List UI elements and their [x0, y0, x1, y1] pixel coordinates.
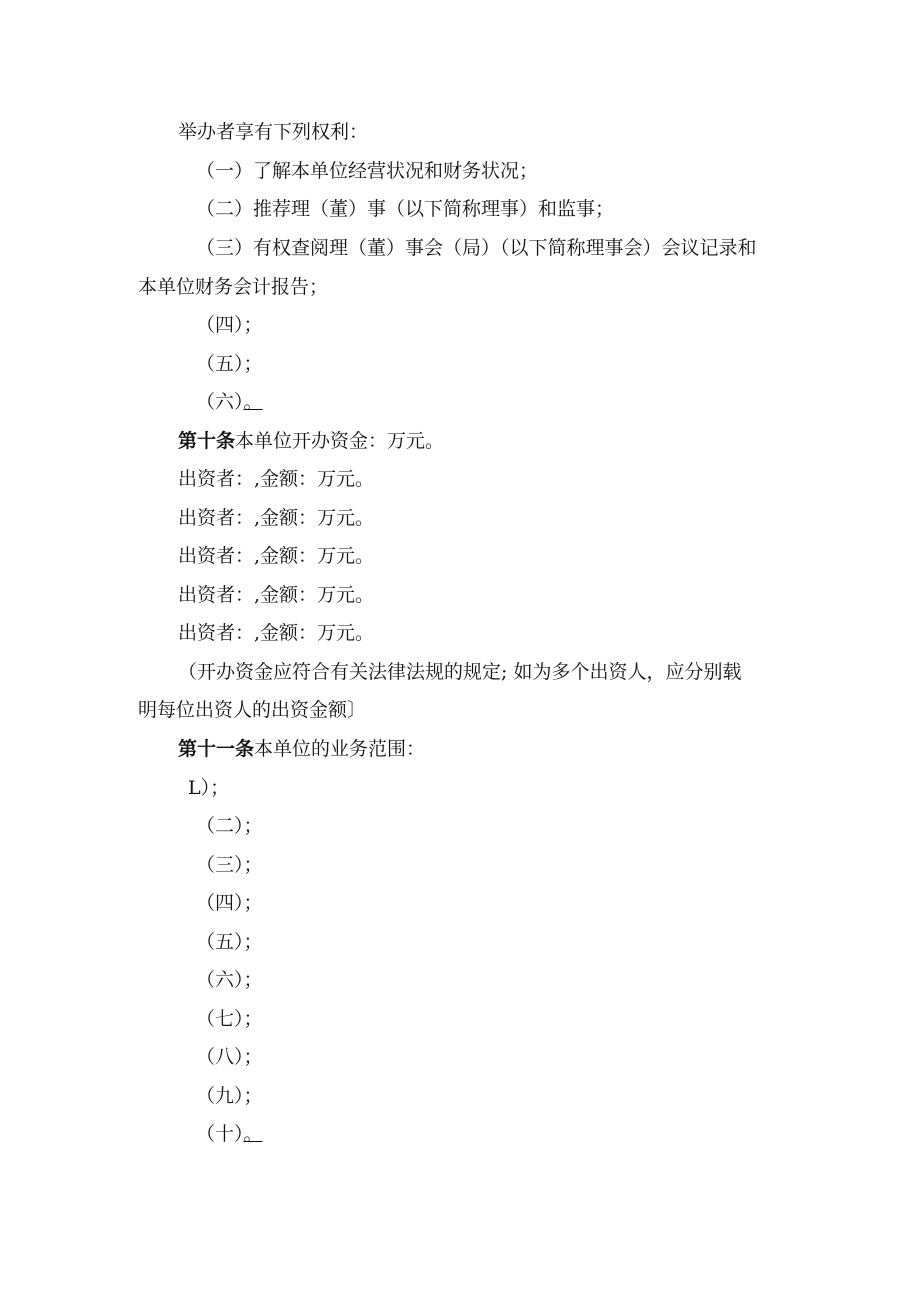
article-10-text: 本单位开办资金：万元。: [235, 430, 445, 452]
contributor-line-1: 出资者：,金额：万元。: [178, 468, 375, 490]
rights-item-1: （一）了解本单位经营状况和财务状况；: [196, 160, 539, 182]
funding-note-line-2: 明每位出资人的出资金额〕: [138, 699, 367, 721]
article-11-title: 第十一条: [178, 738, 255, 760]
scope-item-6: （六）；: [196, 969, 263, 991]
funding-note-line-1: （开办资金应符合有关法律法规的规定; 如为多个出资人，应分别载: [178, 661, 742, 683]
rights-intro: 举办者享有下列权利：: [178, 121, 369, 143]
rights-item-2: （二）推荐理（董）事（以下简称理事）和监事；: [196, 198, 615, 220]
scope-item-7: （七）；: [196, 1008, 263, 1030]
article-11-text: 本单位的业务范围：: [254, 738, 426, 760]
rights-item-4: （四）；: [196, 314, 263, 336]
contributor-line-5: 出资者：,金额：万元。: [178, 622, 375, 644]
contributor-line-4: 出资者：,金额：万元。: [178, 584, 375, 606]
rights-item-6-blank: 。: [243, 391, 263, 413]
article-10-heading: [178, 429, 444, 453]
rights-item-5: （五）；: [196, 353, 263, 375]
scope-item-1: L）；: [188, 777, 230, 799]
scope-item-3: （三）；: [196, 854, 263, 876]
scope-item-10-label: （十）: [196, 1123, 244, 1145]
article-10-title: 第十条: [178, 430, 236, 452]
scope-item-4: （四）；: [196, 892, 263, 914]
scope-item-10: [196, 1122, 263, 1146]
scope-item-2: （二）；: [196, 815, 263, 837]
rights-item-6-label: （六）: [196, 391, 244, 413]
scope-item-5: （五）；: [196, 931, 263, 953]
scope-item-8: （八）；: [196, 1046, 263, 1068]
article-11-heading: [178, 737, 425, 761]
contributor-line-3: 出资者：,金额：万元。: [178, 545, 375, 567]
contributor-line-2: 出资者：,金额：万元。: [178, 507, 375, 529]
scope-item-9: （九）；: [196, 1085, 263, 1107]
rights-item-3-continuation: 本单位财务会计报告；: [138, 276, 329, 298]
rights-item-3: （三）有权查阅理（董）事会（局）（以下简称理事会）会议记录和: [196, 237, 757, 259]
rights-item-6: [196, 390, 263, 414]
scope-item-10-blank: 。: [243, 1123, 263, 1145]
